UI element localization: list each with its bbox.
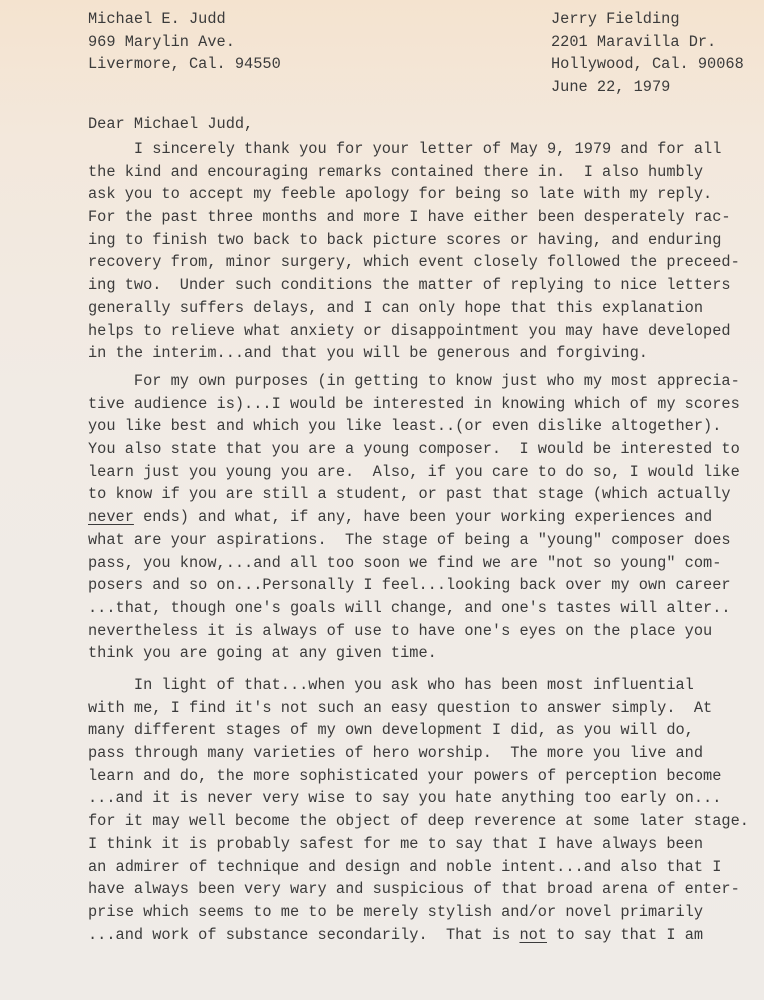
text-line: In light of that...when you ask who has been most influential <box>88 676 694 694</box>
text-line: learn and do, the more sophisticated your powers of perception become <box>88 766 722 785</box>
text-line: recovery from, minor surgery, which event closely followed the preceed- <box>88 253 740 272</box>
text-line: For my own purposes (in getting to know just who my most apprecia- <box>88 372 740 390</box>
recipient-street: 2201 Maravilla Dr. <box>551 32 717 51</box>
text-line: posers and so on...Personally I feel...looking back over my own career <box>88 576 731 595</box>
text-line: for it may well become the object of deep reverence at some later stage. <box>88 812 749 831</box>
text-line: ing to finish two back to back picture scores or having, and enduring <box>88 230 722 249</box>
text-line: I sincerely thank you for your letter of May 9, 1979 and for all <box>88 140 722 158</box>
text-line: I think it is probably safest for me to say that I have always been <box>88 834 704 853</box>
text-line: helps to relieve what anxiety or disappointment you may have developed <box>88 321 731 340</box>
text-line <box>88 924 749 947</box>
text-line: ...and it is never very wise to say you hate anything too early on... <box>88 789 722 808</box>
recipient-address <box>551 8 744 76</box>
text-line: you like best and which you like least..(or even dislike altogether). <box>88 417 722 436</box>
text-line: the kind and encouraging remarks contained there in. I also humbly <box>88 162 704 181</box>
text-line: with me, I find it's not such an easy question to answer simply. At <box>88 698 713 717</box>
text-line: many different stages of my own development I did, as you will do, <box>88 721 694 740</box>
text-segment: ends) and what, if any, have been your working experiences and <box>133 508 713 527</box>
sender-name: Michael E. Judd <box>88 10 226 28</box>
paragraph-1 <box>88 138 740 365</box>
text-line: have always been very wary and suspicious of that broad arena of enter- <box>88 880 740 899</box>
text-segment: ...and work of substance secondarily. That is <box>88 925 520 944</box>
text-line: learn just you young you are. Also, if you care to do so, I would like <box>88 462 740 481</box>
text-line: tive audience is)...I would be interested in knowing which of my scores <box>88 394 740 413</box>
salutation: Dear Michael Judd, <box>88 115 254 133</box>
text-line: pass, you know,...and all too soon we find we are "not so young" com- <box>88 553 722 572</box>
text-segment: to say that I am <box>547 925 704 944</box>
paragraph-3 <box>88 674 749 946</box>
text-line: ing two. Under such conditions the matter of replying to nice letters <box>88 276 731 295</box>
text-line: ask you to accept my feeble apology for being so late with my reply. <box>88 185 713 204</box>
sender-street: 969 Marylin Ave. <box>88 32 235 51</box>
text-line <box>88 506 740 529</box>
text-line: pass through many varieties of hero worship. The more you live and <box>88 744 704 763</box>
underlined-word: never <box>88 508 134 527</box>
text-line: an admirer of technique and design and noble intent...and also that I <box>88 857 722 876</box>
sender-address <box>88 8 281 76</box>
text-line: For the past three months and more I have either been desperately rac- <box>88 208 731 227</box>
paragraph-2 <box>88 370 740 665</box>
recipient-city: Hollywood, Cal. 90068 <box>551 55 744 74</box>
text-line: ...that, though one's goals will change, and one's tastes will alter.. <box>88 598 731 617</box>
underlined-word: not <box>519 925 547 944</box>
sender-city: Livermore, Cal. 94550 <box>88 55 281 74</box>
text-line: to know if you are still a student, or past that stage (which actually <box>88 485 731 504</box>
text-line: generally suffers delays, and I can only hope that this explanation <box>88 298 704 317</box>
text-line: in the interim...and that you will be generous and forgiving. <box>88 344 648 363</box>
recipient-name: Jerry Fielding <box>551 10 680 28</box>
letter-date: June 22, 1979 <box>551 78 671 96</box>
text-line: what are your aspirations. The stage of being a "young" composer does <box>88 530 731 549</box>
text-line: You also state that you are a young composer. I would be interested to <box>88 440 740 459</box>
text-line: prise which seems to me to be merely stylish and/or novel primarily <box>88 902 704 921</box>
text-line: think you are going at any given time. <box>88 644 437 663</box>
text-line: nevertheless it is always of use to have one's eyes on the place you <box>88 621 713 640</box>
